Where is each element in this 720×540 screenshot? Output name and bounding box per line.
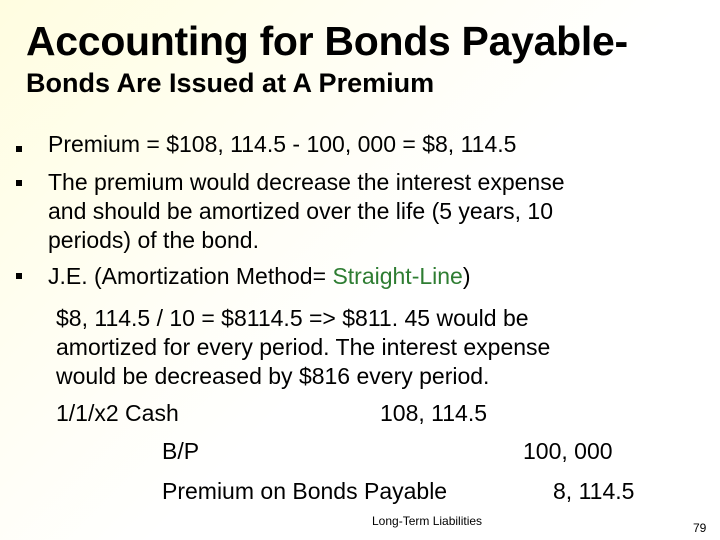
je-suffix: ) <box>462 263 471 289</box>
bullet-marker-1 <box>16 146 22 152</box>
bullet-text-decrease-line2: and should be amortized over the life (5 years, 10 <box>48 198 554 224</box>
body-line-3: would be decreased by $816 every period. <box>56 363 490 389</box>
bullet-text-decrease-line3: periods) of the bond. <box>48 227 259 253</box>
bullet-text-je <box>48 265 471 288</box>
bullet-text-premium: Premium = $108, 114.5 - 100, 000 = $8, 114.5 <box>48 131 517 157</box>
je-prefix: J.E. (Amortization Method= <box>48 263 333 289</box>
page-number: 79 <box>693 521 707 535</box>
bullet-marker-3 <box>16 273 22 279</box>
slide-subtitle: Bonds Are Issued at A Premium <box>26 68 435 98</box>
body-line-2: amortized for every period. The interest expense <box>56 334 551 360</box>
journal-date-cash: 1/1/x2 Cash <box>56 400 179 426</box>
slide-footer: Long-Term Liabilities <box>372 514 483 528</box>
bullet-text-decrease-line1: The premium would decrease the interest expense <box>48 169 565 195</box>
amortization-method: Straight-Line <box>332 263 463 289</box>
journal-bp-amount: 100, 000 <box>523 438 613 464</box>
journal-cash-amount: 108, 114.5 <box>380 400 488 426</box>
body-line-1: $8, 114.5 / 10 = $8114.5 => $811. 45 would be <box>56 305 529 331</box>
journal-bp-account: B/P <box>162 438 200 464</box>
bullet-marker-2 <box>16 180 22 186</box>
journal-premium-account: Premium on Bonds Payable <box>162 478 448 504</box>
journal-premium-amount: 8, 114.5 <box>553 478 635 504</box>
slide-title: Accounting for Bonds Payable- <box>26 18 628 64</box>
